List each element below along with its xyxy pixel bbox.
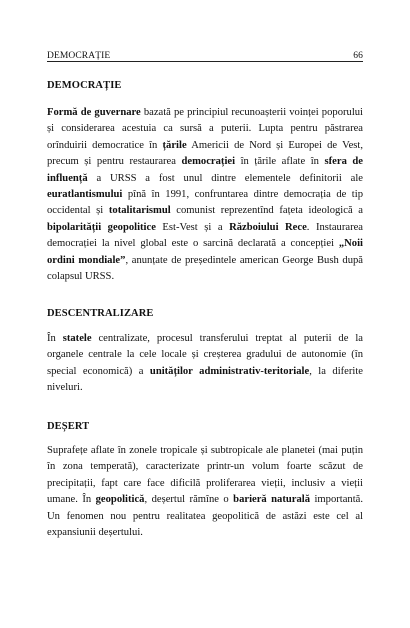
- entry-title: DEȘERT: [47, 421, 90, 432]
- bold-term: democrației: [181, 156, 236, 168]
- text-run: a URSS a fost unul dintre elementele definitorii ale: [87, 172, 363, 184]
- bold-term: sfera de influență: [47, 156, 363, 184]
- text-run: În: [47, 333, 63, 344]
- bold-term: statele: [62, 333, 92, 344]
- page-number: 66: [353, 51, 363, 61]
- bold-term: Războiului Rece: [229, 221, 307, 233]
- text-run: , anunțate de președintele american George Bush după colapsul URSS.: [47, 254, 363, 283]
- bold-term: unităților administrativ-teritoriale: [149, 365, 310, 377]
- entry-descentralizare: [47, 308, 363, 397]
- entry-title: DEMOCRAȚIE: [47, 80, 122, 91]
- text-run: importantă. Un fenomen nou pentru realitatea geopolitică de astăzi este cel al expansiunii deșertului.: [47, 494, 364, 539]
- text-run: Americii de Nord și Europei de Vest, precum și pentru restaurarea: [47, 139, 363, 168]
- text-run: , la diferite niveluri.: [47, 365, 363, 394]
- text-run: în țările aflate în: [235, 156, 325, 168]
- entry-desert: [47, 421, 363, 541]
- entry-body: [47, 443, 363, 541]
- text-run: . Instaurarea democrației la nivel global este o sarcină declarată a concepției: [47, 221, 364, 250]
- entry-body: [47, 105, 363, 285]
- header-rule: [47, 61, 363, 62]
- running-header: [47, 47, 363, 61]
- text-run: bazată pe principiul recunoașterii voinței poporului și considerarea acestuia ca sursă a puterii. Lupta pentru păstrarea orînduirii democratice în: [47, 107, 363, 151]
- text-run: pînă în 1991, confruntarea dintre democrația de tip occidental și: [47, 189, 363, 217]
- bold-term: barieră naturală: [233, 494, 311, 506]
- bold-term: geopolitică: [95, 494, 145, 506]
- bold-term: totalitarismul: [108, 205, 171, 217]
- text-run: Suprafețe aflate în zonele tropicale și subtropicale ale planetei (mai puțin în zona temperată), caracterizate printr-un volum foarte scăzut de precipitații, fapt care face dificilă proliferarea vieții, inclusiv a vieții umane. În: [47, 445, 363, 506]
- bold-term: euratlantismului: [47, 189, 123, 201]
- entry-democratie: [47, 80, 363, 285]
- entry-body: [47, 331, 363, 397]
- bold-term: „Noii ordini mondiale”: [47, 238, 363, 266]
- bold-term: țările: [162, 139, 187, 151]
- running-header-section: DEMOCRAȚIE: [47, 51, 111, 61]
- text-run: comunist reprezentînd fațeta ideologică a: [170, 205, 363, 217]
- entry-title: DESCENTRALIZARE: [47, 308, 154, 319]
- text-run: , deșertul rămîne o: [144, 494, 234, 506]
- text-run: Est-Vest și a: [155, 221, 230, 233]
- text-run: centralizate, procesul transferului treptat al puterii de la organele centrale la cele locale și creșterea gradului de autonomie (în special economică) a: [47, 333, 363, 377]
- bold-term: Formă de guvernare: [47, 107, 141, 118]
- bold-term: bipolarității geopolitice: [47, 221, 156, 233]
